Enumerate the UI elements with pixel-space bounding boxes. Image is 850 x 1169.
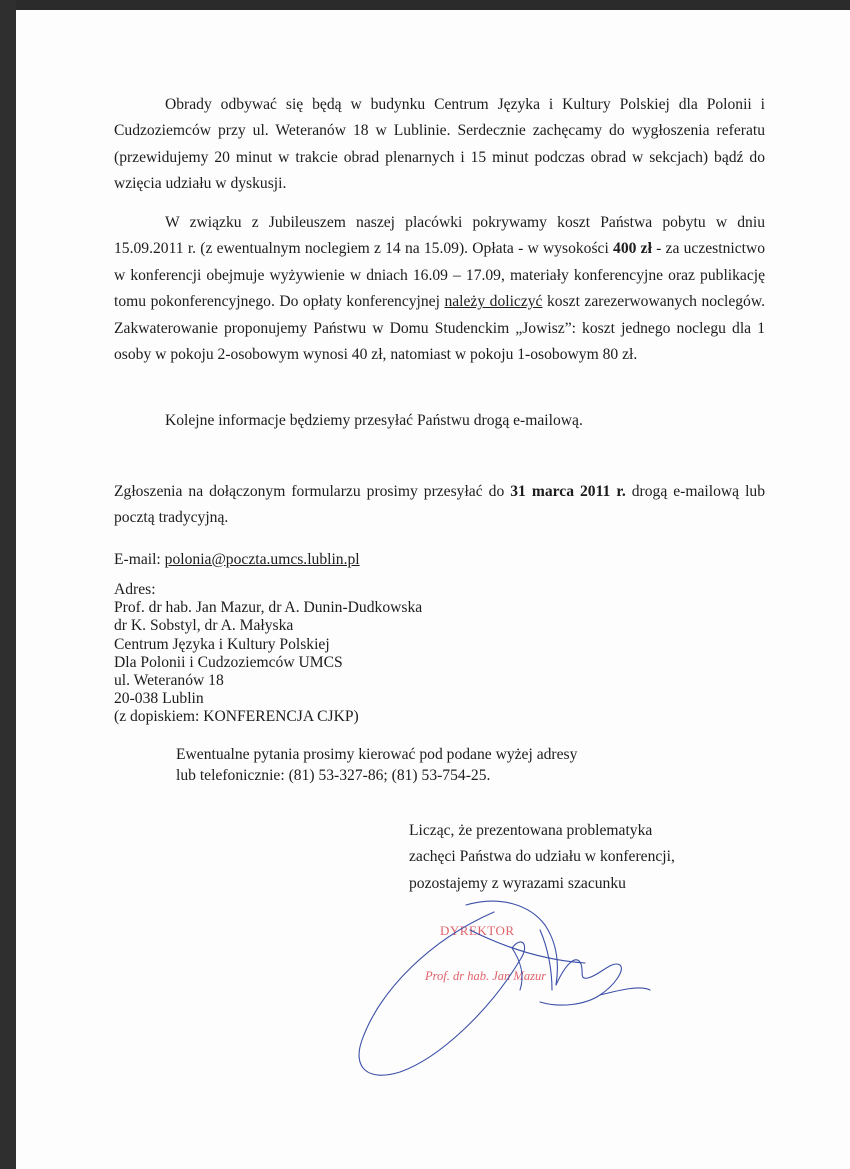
stamp-name: Prof. dr hab. Jan Mazur: [425, 969, 547, 983]
closing-block: [409, 818, 675, 897]
paragraph-email-info: Kolejne informacje będziemy przesyłać Państwu drogą e-mailową.: [165, 412, 583, 429]
closing-line: Licząc, że prezentowana problematyka: [409, 822, 653, 839]
closing-line: pozostajemy z wyrazami szacunku: [409, 874, 626, 892]
contact-line: Ewentualne pytania prosimy kierować pod podane wyżej adresy: [176, 746, 578, 763]
paragraph-venue: Obrady odbywać się będą w budynku Centrum Języka i Kultury Polskiej dla Polonii i Cudzoziemców przy ul. Weteranów 18 w Lublinie. Serdecznie zachęcamy do wygłoszenia referatu (przewidujemy 20 minut w trakcie obrad plenarnych i 15 minut podczas obrad w sekcjach) bądź do wzięcia udziału w dyskusji.: [114, 96, 765, 193]
deadline-date: 31 marca 2011 r.: [510, 483, 626, 500]
fee-amount: 400 zł: [613, 240, 652, 258]
address-line: Centrum Języka i Kultury Polskiej: [114, 635, 330, 653]
closing-line: zachęci Państwa do udziału w konferencji,: [409, 848, 675, 866]
contact-line: lub telefonicznie: (81) 53-327-86; (81) 53-754-25.: [176, 767, 491, 784]
address-line: dr K. Sobstyl, dr A. Małyska: [114, 617, 294, 635]
address-line: Adres:: [114, 581, 156, 598]
scan-border-top: [0, 0, 850, 10]
email-label: E-mail:: [114, 551, 165, 568]
address-line: ul. Weteranów 18: [114, 672, 224, 690]
stamp-title: DYREKTOR: [440, 923, 515, 938]
paragraph-deadline: Zgłoszenia na dołączonym formularzu prosimy przesyłać do 31 marca 2011 r. drogą e-mailową lub pocztą tradycyjną.: [114, 483, 765, 527]
address-line: Prof. dr hab. Jan Mazur, dr A. Dunin-Dudkowska: [114, 599, 423, 617]
scan-border-left: [0, 0, 16, 1169]
contact-block: [176, 744, 577, 786]
underlined-phrase: należy doliczyć: [444, 293, 543, 311]
email-link[interactable]: polonia@poczta.umcs.lublin.pl: [164, 551, 360, 568]
address-block: [114, 581, 422, 727]
address-line: (z dopiskiem: KONFERENCJA CJKP): [114, 708, 359, 726]
paragraph-fees: W związku z Jubileuszem naszej placówki pokrywamy koszt Państwa pobytu w dniu 15.09.2011 r. (z ewentualnym noclegiem z 14 na 15.09). Opłata - w wysokości 400 zł - za uczestnictwo w konferencji obejmuje wyżywienie w dniach 16.09 – 17.09, materiały konferencyjne oraz publikację tomu pokonferencyjnego. Do opłaty konferencyjnej należy doliczyć koszt zarezerwowanych noclegów. Zakwaterowanie proponujemy Państwu w Domu Studenckim „Jowisz”: koszt jednego noclegu dla 1 osoby w pokoju 2-osobowym wynosi 40 zł, natomiast w pokoju 1-osobowym 80 zł.: [114, 214, 766, 364]
address-line: Dla Polonii i Cudzoziemców UMCS: [114, 653, 343, 671]
address-line: 20-038 Lublin: [114, 690, 204, 708]
email-line: [114, 549, 360, 571]
